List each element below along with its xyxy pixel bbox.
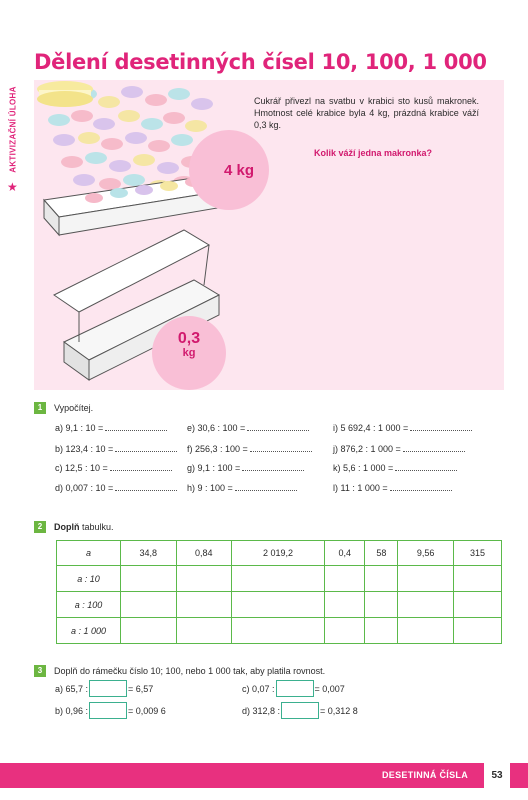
task-1-instruction: Vypočítej. — [54, 403, 94, 413]
task-1-item: g) 9,1 : 100 = — [187, 462, 304, 473]
table-row-label: a : 100 — [57, 592, 121, 618]
answer-cell[interactable] — [121, 618, 177, 644]
task-3-number: 3 — [34, 665, 46, 677]
page-title: Dělení desetinných čísel 10, 100, 1 000 — [34, 50, 487, 74]
table-row — [57, 566, 502, 592]
answer-cell[interactable] — [121, 592, 177, 618]
empty-box-weight-badge — [152, 316, 226, 390]
star-icon: ★ — [7, 180, 18, 194]
empty-box-weight-unit: kg — [182, 347, 196, 359]
side-label — [7, 83, 21, 193]
table-header-cell: 315 — [453, 541, 501, 566]
intro-illustration — [34, 80, 504, 390]
answer-cell[interactable] — [121, 566, 177, 592]
answer-cell[interactable] — [365, 566, 398, 592]
table-row — [57, 592, 502, 618]
answer-cell[interactable] — [232, 566, 325, 592]
answer-cell[interactable] — [453, 566, 501, 592]
table-header-cell: 0,84 — [176, 541, 232, 566]
answer-cell[interactable] — [453, 592, 501, 618]
task-1-item: c) 12,5 : 10 = — [55, 462, 172, 473]
task-1-item: i) 5 692,4 : 1 000 = — [333, 422, 472, 433]
answer-cell[interactable] — [324, 566, 364, 592]
answer-box[interactable] — [89, 680, 127, 697]
table-header-cell: 34,8 — [121, 541, 177, 566]
task-3-item: a) 65,7 : = 6,57 — [55, 680, 153, 697]
answer-box[interactable] — [276, 680, 314, 697]
empty-box-weight-value: 0,3 — [177, 330, 201, 347]
answer-cell[interactable] — [232, 592, 325, 618]
full-box-weight: 4 kg — [223, 161, 254, 179]
answer-cell[interactable] — [365, 592, 398, 618]
task-1-item: j) 876,2 : 1 000 = — [333, 443, 465, 454]
table-header-label: a — [57, 541, 121, 566]
table-header-cell: 9,56 — [398, 541, 454, 566]
answer-cell[interactable] — [176, 566, 232, 592]
task-3-item: d) 312,8 : = 0,312 8 — [242, 702, 358, 719]
answer-box[interactable] — [281, 702, 319, 719]
task-1-number: 1 — [34, 402, 46, 414]
task-1-item: a) 9,1 : 10 = — [55, 422, 167, 433]
table-row-label: a : 1 000 — [57, 618, 121, 644]
task-1-item: f) 256,3 : 100 = — [187, 443, 312, 454]
answer-cell[interactable] — [398, 618, 454, 644]
answer-cell[interactable] — [398, 592, 454, 618]
page-number: 53 — [484, 763, 510, 788]
problem-text: Cukrář přivezl na svatbu v krabici sto kusů makronek. Hmotnost celé krabice byla 4 kg, prázdná krabice váží 0,3 kg. — [254, 96, 479, 130]
answer-cell[interactable] — [453, 618, 501, 644]
task-1-item: h) 9 : 100 = — [187, 482, 297, 493]
footer-section: DESETINNÁ ČÍSLA — [381, 770, 468, 780]
table-header-cell: 58 — [365, 541, 398, 566]
table-header-cell: 0,4 — [324, 541, 364, 566]
answer-cell[interactable] — [176, 592, 232, 618]
answer-cell[interactable] — [365, 618, 398, 644]
task-1-item: d) 0,007 : 10 = — [55, 482, 177, 493]
task-2-table — [56, 540, 502, 644]
table-row — [57, 618, 502, 644]
side-label-text: AKTIVIZAČNÍ ÚLOHA — [8, 86, 18, 173]
page-footer — [0, 763, 528, 788]
answer-cell[interactable] — [398, 566, 454, 592]
answer-cell[interactable] — [232, 618, 325, 644]
task-1-item: l) 11 : 1 000 = — [333, 482, 452, 493]
answer-cell[interactable] — [324, 618, 364, 644]
task-3-instruction: Doplň do rámečku číslo 10; 100, nebo 1 000 tak, aby platila rovnost. — [54, 666, 326, 676]
task-3-item: c) 0,07 : = 0,007 — [242, 680, 345, 697]
answer-cell[interactable] — [324, 592, 364, 618]
task-1-item: e) 30,6 : 100 = — [187, 422, 309, 433]
task-1-item: b) 123,4 : 10 = — [55, 443, 177, 454]
problem-question: Kolik váží jedna makronka? — [314, 148, 433, 158]
task-2-instruction: Doplň tabulku. — [54, 522, 114, 532]
macaron-icon — [34, 80, 96, 108]
answer-box[interactable] — [89, 702, 127, 719]
table-header-cell: 2 019,2 — [232, 541, 325, 566]
full-box-weight-badge — [189, 130, 269, 210]
task-2-number: 2 — [34, 521, 46, 533]
task-1-item: k) 5,6 : 1 000 = — [333, 462, 457, 473]
task-3-item: b) 0,96 : = 0,009 6 — [55, 702, 166, 719]
answer-cell[interactable] — [176, 618, 232, 644]
table-row-label: a : 10 — [57, 566, 121, 592]
